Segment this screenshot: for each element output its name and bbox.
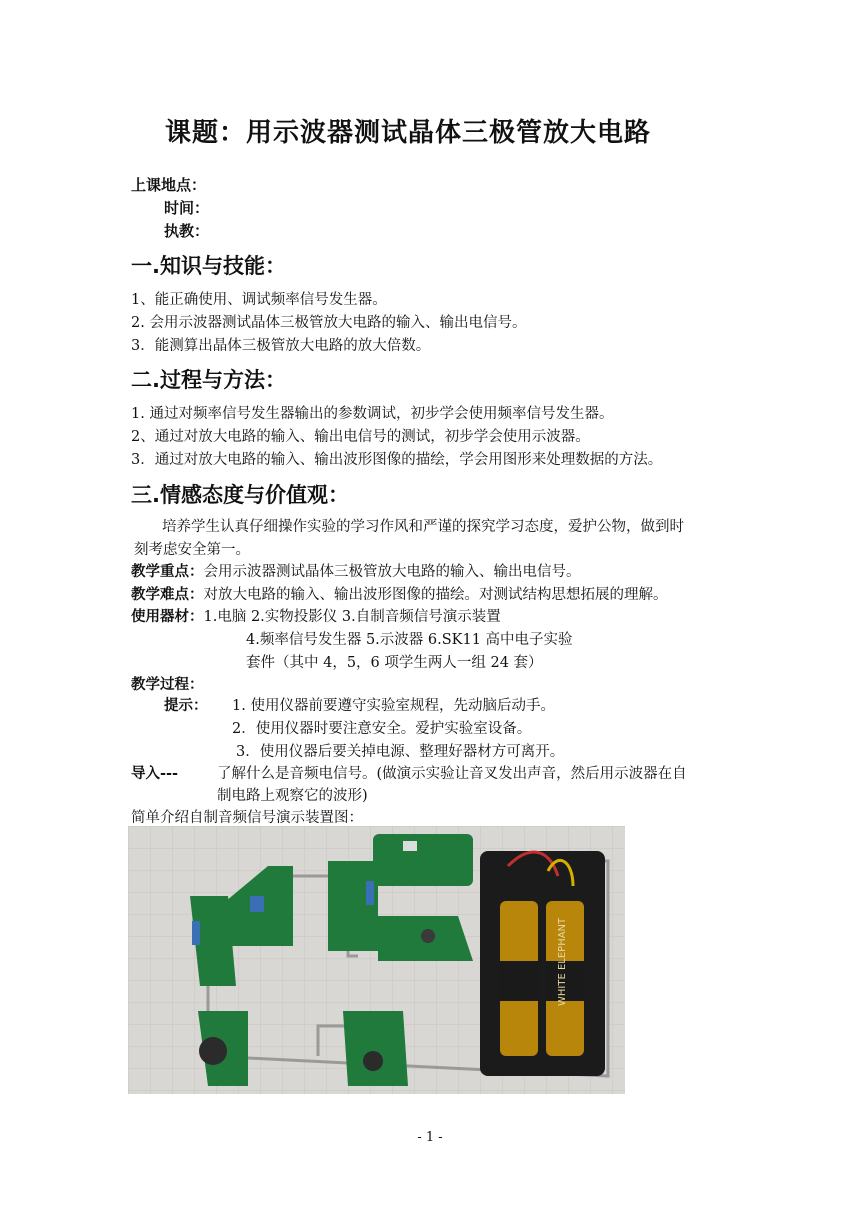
section3-heading: 三.情感态度与价值观： xyxy=(131,483,349,507)
equipment-text-1: 1.电脑 2.实物投影仪 3.自制音频信号演示装置 xyxy=(203,609,501,625)
section1-item: 3．能测算出晶体三极管放大电路的放大倍数。 xyxy=(131,338,431,354)
page-number: - 1 - xyxy=(417,1130,443,1145)
meta-teacher: 执教： xyxy=(164,222,210,240)
tip-item: 3．使用仪器后要关掉电源、整理好器材方可离开。 xyxy=(236,744,565,760)
section1-heading: 一.知识与技能： xyxy=(131,254,286,278)
circuit-photo xyxy=(128,826,625,1094)
section1-item: 2. 会用示波器测试晶体三极管放大电路的输入、输出电信号。 xyxy=(131,315,527,331)
potentiometer-icon xyxy=(250,896,264,912)
transistor-icon xyxy=(363,1051,383,1071)
tip-item: 1. 使用仪器前要遵守实验室规程，先动脑后动手。 xyxy=(232,698,555,714)
difficulty-label: 教学难点： xyxy=(131,587,204,603)
circuit-board xyxy=(328,861,378,951)
intro-text-1: 了解什么是音频电信号。(做演示实验让音叉发出声音，然后用示波器在自 xyxy=(217,766,687,782)
key-point-text: 会用示波器测试晶体三极管放大电路的输入、输出电信号。 xyxy=(203,564,581,580)
section3-paragraph-line1: 培养学生认真仔细操作实验的学习作风和严谨的探究学习态度，爱护公物，做到时 xyxy=(162,519,684,535)
battery-holder xyxy=(480,851,605,1076)
intro-text-2: 制电路上观察它的波形) xyxy=(217,788,368,804)
battery-brand-label: WHITE ELEPHANT xyxy=(557,917,568,1006)
key-point-label: 教学重点： xyxy=(131,564,204,580)
resistor-icon xyxy=(192,921,200,945)
microphone-icon xyxy=(199,1037,227,1065)
circuit-board xyxy=(373,834,473,886)
section3-paragraph-line2: 刻考虑安全第一。 xyxy=(134,542,250,558)
meta-place: 上课地点： xyxy=(131,176,207,194)
equipment-text-3: 套件（其中 4，5，6 项学生两人一组 24 套） xyxy=(246,655,543,671)
resistor-icon xyxy=(366,881,374,905)
process-label: 教学过程： xyxy=(131,677,204,693)
equipment-line1 xyxy=(131,605,501,626)
section2-item: 2、通过对放大电路的输入、输出电信号的测试，初步学会使用示波器。 xyxy=(131,429,590,445)
tip-item: 2．使用仪器时要注意安全。爱护实验室设备。 xyxy=(232,721,532,737)
switch-icon xyxy=(403,841,417,851)
equipment-text-2: 4.频率信号发生器 5.示波器 6.SK11 高中电子实验 xyxy=(246,632,573,648)
circuit-photo-drawing xyxy=(128,826,625,1094)
capacitor-icon xyxy=(421,929,435,943)
equipment-label: 使用器材： xyxy=(131,609,204,625)
difficulty-text: 对放大电路的输入、输出波形图像的描绘。对测试结构思想拓展的理解。 xyxy=(203,587,668,603)
page-title: 课题：用示波器测试晶体三极管放大电路 xyxy=(165,118,652,148)
meta-time: 时间： xyxy=(164,199,210,217)
circuit-board xyxy=(343,1011,408,1086)
key-point-line xyxy=(131,560,581,581)
section1-item: 1、能正确使用、调试频率信号发生器。 xyxy=(131,292,387,308)
section2-item: 3．通过对放大电路的输入、输出波形图像的描绘，学会用图形来处理数据的方法。 xyxy=(131,452,663,468)
section2-heading: 二.过程与方法： xyxy=(131,368,286,392)
section2-item: 1. 通过对频率信号发生器输出的参数调试，初步学会使用频率信号发生器。 xyxy=(131,406,614,422)
photo-caption: 简单介绍自制音频信号演示装置图： xyxy=(131,810,363,826)
tips-label: 提示： xyxy=(164,698,208,714)
intro-label: 导入--- xyxy=(131,766,179,782)
difficulty-line xyxy=(131,583,668,604)
